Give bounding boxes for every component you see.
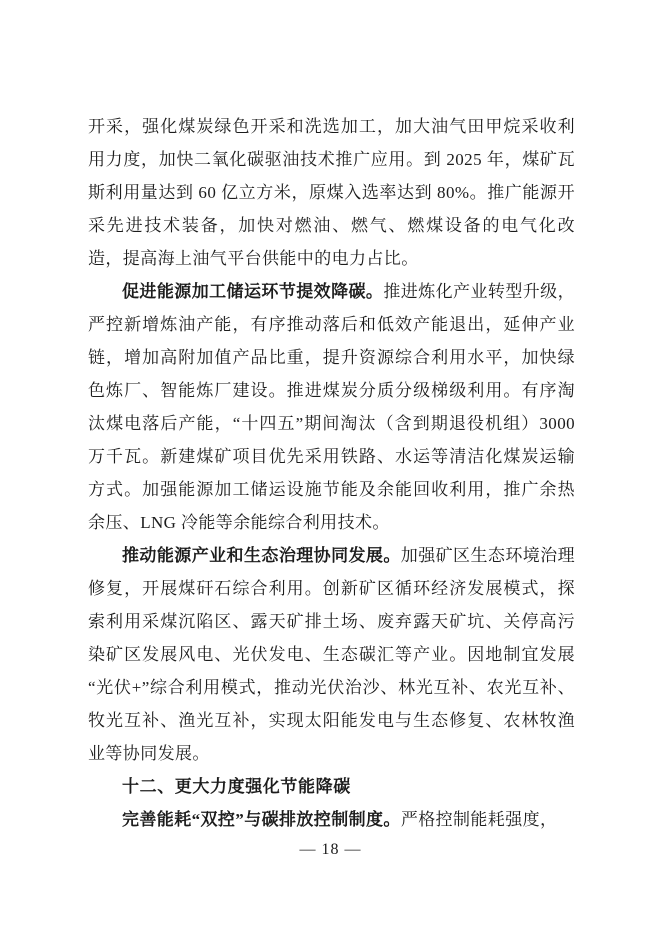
paragraph-lead: 推动能源产业和生态治理协同发展。 xyxy=(122,546,401,565)
paragraph-eco-governance xyxy=(88,539,575,770)
paragraph-energy-processing xyxy=(88,275,575,539)
paragraph-dual-control xyxy=(88,803,575,836)
page-body-text xyxy=(88,110,575,836)
paragraph-text: 加强矿区生态环境治理修复，开展煤矸石综合利用。创新矿区循环经济发展模式，探索利用采煤沉陷区、露天矿排土场、废弃露天矿坑、关停高污染矿区发展风电、光伏发电、生态碳汇等产业。因地制宜发展“光伏+”综合利用模式，推动光伏治沙、林光互补、农光互补、牧光互补、渔光互补，实现太阳能发电与生态修复、农林牧渔业等协同发展。 xyxy=(88,546,575,763)
page-number: — 18 — xyxy=(299,841,362,858)
paragraph-lead: 完善能耗“双控”与碳排放控制制度。 xyxy=(122,810,401,829)
paragraph-text: 严格控制能耗强度， xyxy=(400,810,558,829)
paragraph-lead: 促进能源加工储运环节提效降碳。 xyxy=(122,282,384,301)
paragraph-text: 推进炼化产业转型升级，严控新增炼油产能，有序推动落后和低效产能退出，延伸产业链，增加高附加值产品比重，提升资源综合利用水平，加快绿色炼厂、智能炼厂建设。推进煤炭分质分级梯级利用。有序淘汰煤电落后产能，“十四五”期间淘汰（含到期退役机组）3000 万千瓦。新建煤矿项目优先采用铁路、水运等清洁化煤炭运输方式。加强能源加工储运设施节能及余能回收利用，推广余热余压、LNG 冷能等余能综合利用技术。 xyxy=(88,282,575,532)
paragraph-text: 开采，强化煤炭绿色开采和洗选加工，加大油气田甲烷采收利用力度，加快二氧化碳驱油技术推广应用。到 2025 年，煤矿瓦斯利用量达到 60 亿立方米，原煤入选率达到 80%。推广能源开采先进技术装备，加快对燃油、燃气、燃煤设备的电气化改造，提高海上油气平台供能中的电力占比。 xyxy=(88,117,575,268)
paragraph-continuation xyxy=(88,110,575,275)
section-heading: 十二、更大力度强化节能降碳 xyxy=(122,777,351,796)
